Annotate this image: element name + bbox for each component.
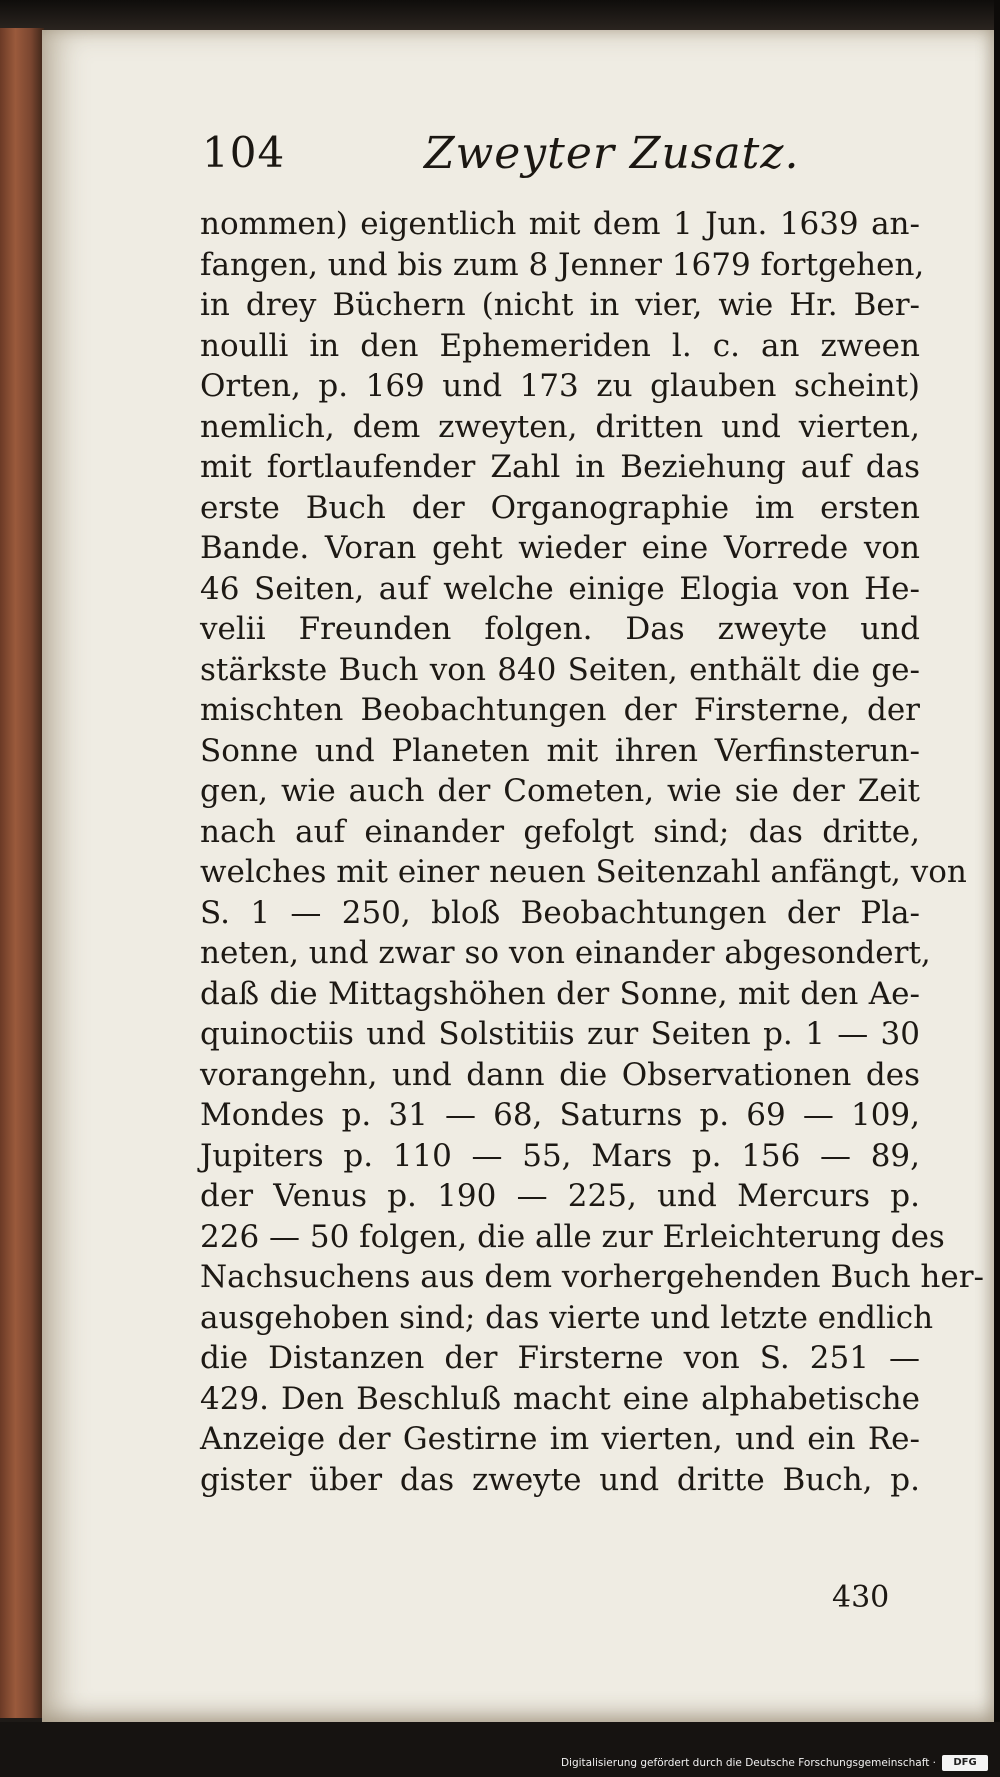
page-number: 104 bbox=[202, 128, 286, 177]
text-line: Jupiters p. 110 — 55, Mars p. 156 — 89, bbox=[200, 1137, 920, 1174]
text-line: neten, und zwar so von einander abgesondert, bbox=[200, 935, 931, 971]
text-line: nach auf einander gefolgt sind; das dritte, bbox=[200, 813, 920, 850]
text-line: erste Buch der Organographie im ersten bbox=[200, 489, 920, 526]
text-line: welches mit einer neuen Seitenzahl anfängt, von bbox=[200, 854, 967, 890]
text-line: Nachsuchens aus dem vorhergehenden Buch her- bbox=[200, 1259, 984, 1295]
text-line: fangen, und bis zum 8 Jenner 1679 fortgehen, bbox=[200, 246, 925, 283]
running-head: Zweyter Zusatz. bbox=[424, 128, 800, 179]
text-line: vorangehn, und dann die Observationen des bbox=[200, 1056, 920, 1093]
text-line: der Venus p. 190 — 225, und Mercurs p. bbox=[200, 1178, 920, 1214]
text-line: mit fortlaufender Zahl in Beziehung auf das bbox=[200, 449, 920, 485]
text-line: nemlich, dem zweyten, dritten und vierten, bbox=[200, 408, 920, 445]
text-line: nommen) eigentlich mit dem 1 Jun. 1639 an- bbox=[200, 206, 920, 242]
dfg-logo: DFG bbox=[942, 1755, 988, 1771]
text-line: Anzeige der Gestirne im vierten, und ein Re- bbox=[200, 1421, 920, 1457]
text-line: 429. Den Beschluß macht eine alphabetische bbox=[200, 1380, 920, 1417]
book-spine bbox=[0, 28, 44, 1718]
scan-right-edge bbox=[994, 0, 1000, 1777]
page-header bbox=[202, 120, 922, 190]
text-line: ausgehoben sind; das vierte und letzte endlich bbox=[200, 1299, 934, 1336]
text-line: 226 — 50 folgen, die alle zur Erleichterung des bbox=[200, 1218, 945, 1255]
scan-top-edge bbox=[0, 0, 1000, 30]
text-line: velii Freunden folgen. Das zweyte und bbox=[200, 611, 920, 647]
text-line: quinoctiis und Solstitiis zur Seiten p. 1 — 30 bbox=[200, 1016, 920, 1052]
text-line: die Distanzen der Firsterne von S. 251 — bbox=[200, 1340, 920, 1376]
text-line: gister über das zweyte und dritte Buch, p. bbox=[200, 1461, 920, 1498]
text-line: Sonne und Planeten mit ihren Verfinsterun- bbox=[200, 732, 920, 769]
text-line: mischten Beobachtungen der Firsterne, der bbox=[200, 692, 920, 728]
text-line: in drey Büchern (nicht in vier, wie Hr. Ber- bbox=[200, 287, 920, 323]
text-line: gen, wie auch der Cometen, wie sie der Zeit bbox=[200, 773, 920, 809]
text-line: Mondes p. 31 — 68, Saturns p. 69 — 109, bbox=[200, 1097, 920, 1133]
footer-credit: Digitalisierung gefördert durch die Deutsche Forschungsgemeinschaft · bbox=[560, 1757, 936, 1769]
text-line: 46 Seiten, auf welche einige Elogia von He- bbox=[200, 570, 920, 607]
text-line: noulli in den Ephemeriden l. c. an zween bbox=[200, 327, 920, 364]
text-line: Orten, p. 169 und 173 zu glauben scheint) bbox=[200, 368, 920, 404]
text-line: stärkste Buch von 840 Seiten, enthält die ge- bbox=[200, 651, 920, 688]
text-line: Bande. Voran geht wieder eine Vorrede von bbox=[200, 530, 920, 566]
text-line: S. 1 — 250, bloß Beobachtungen der Pla- bbox=[200, 894, 920, 931]
body-text bbox=[200, 204, 984, 1500]
catchword: 430 bbox=[832, 1580, 890, 1615]
text-line: daß die Mittagshöhen der Sonne, mit den Ae- bbox=[200, 975, 920, 1012]
